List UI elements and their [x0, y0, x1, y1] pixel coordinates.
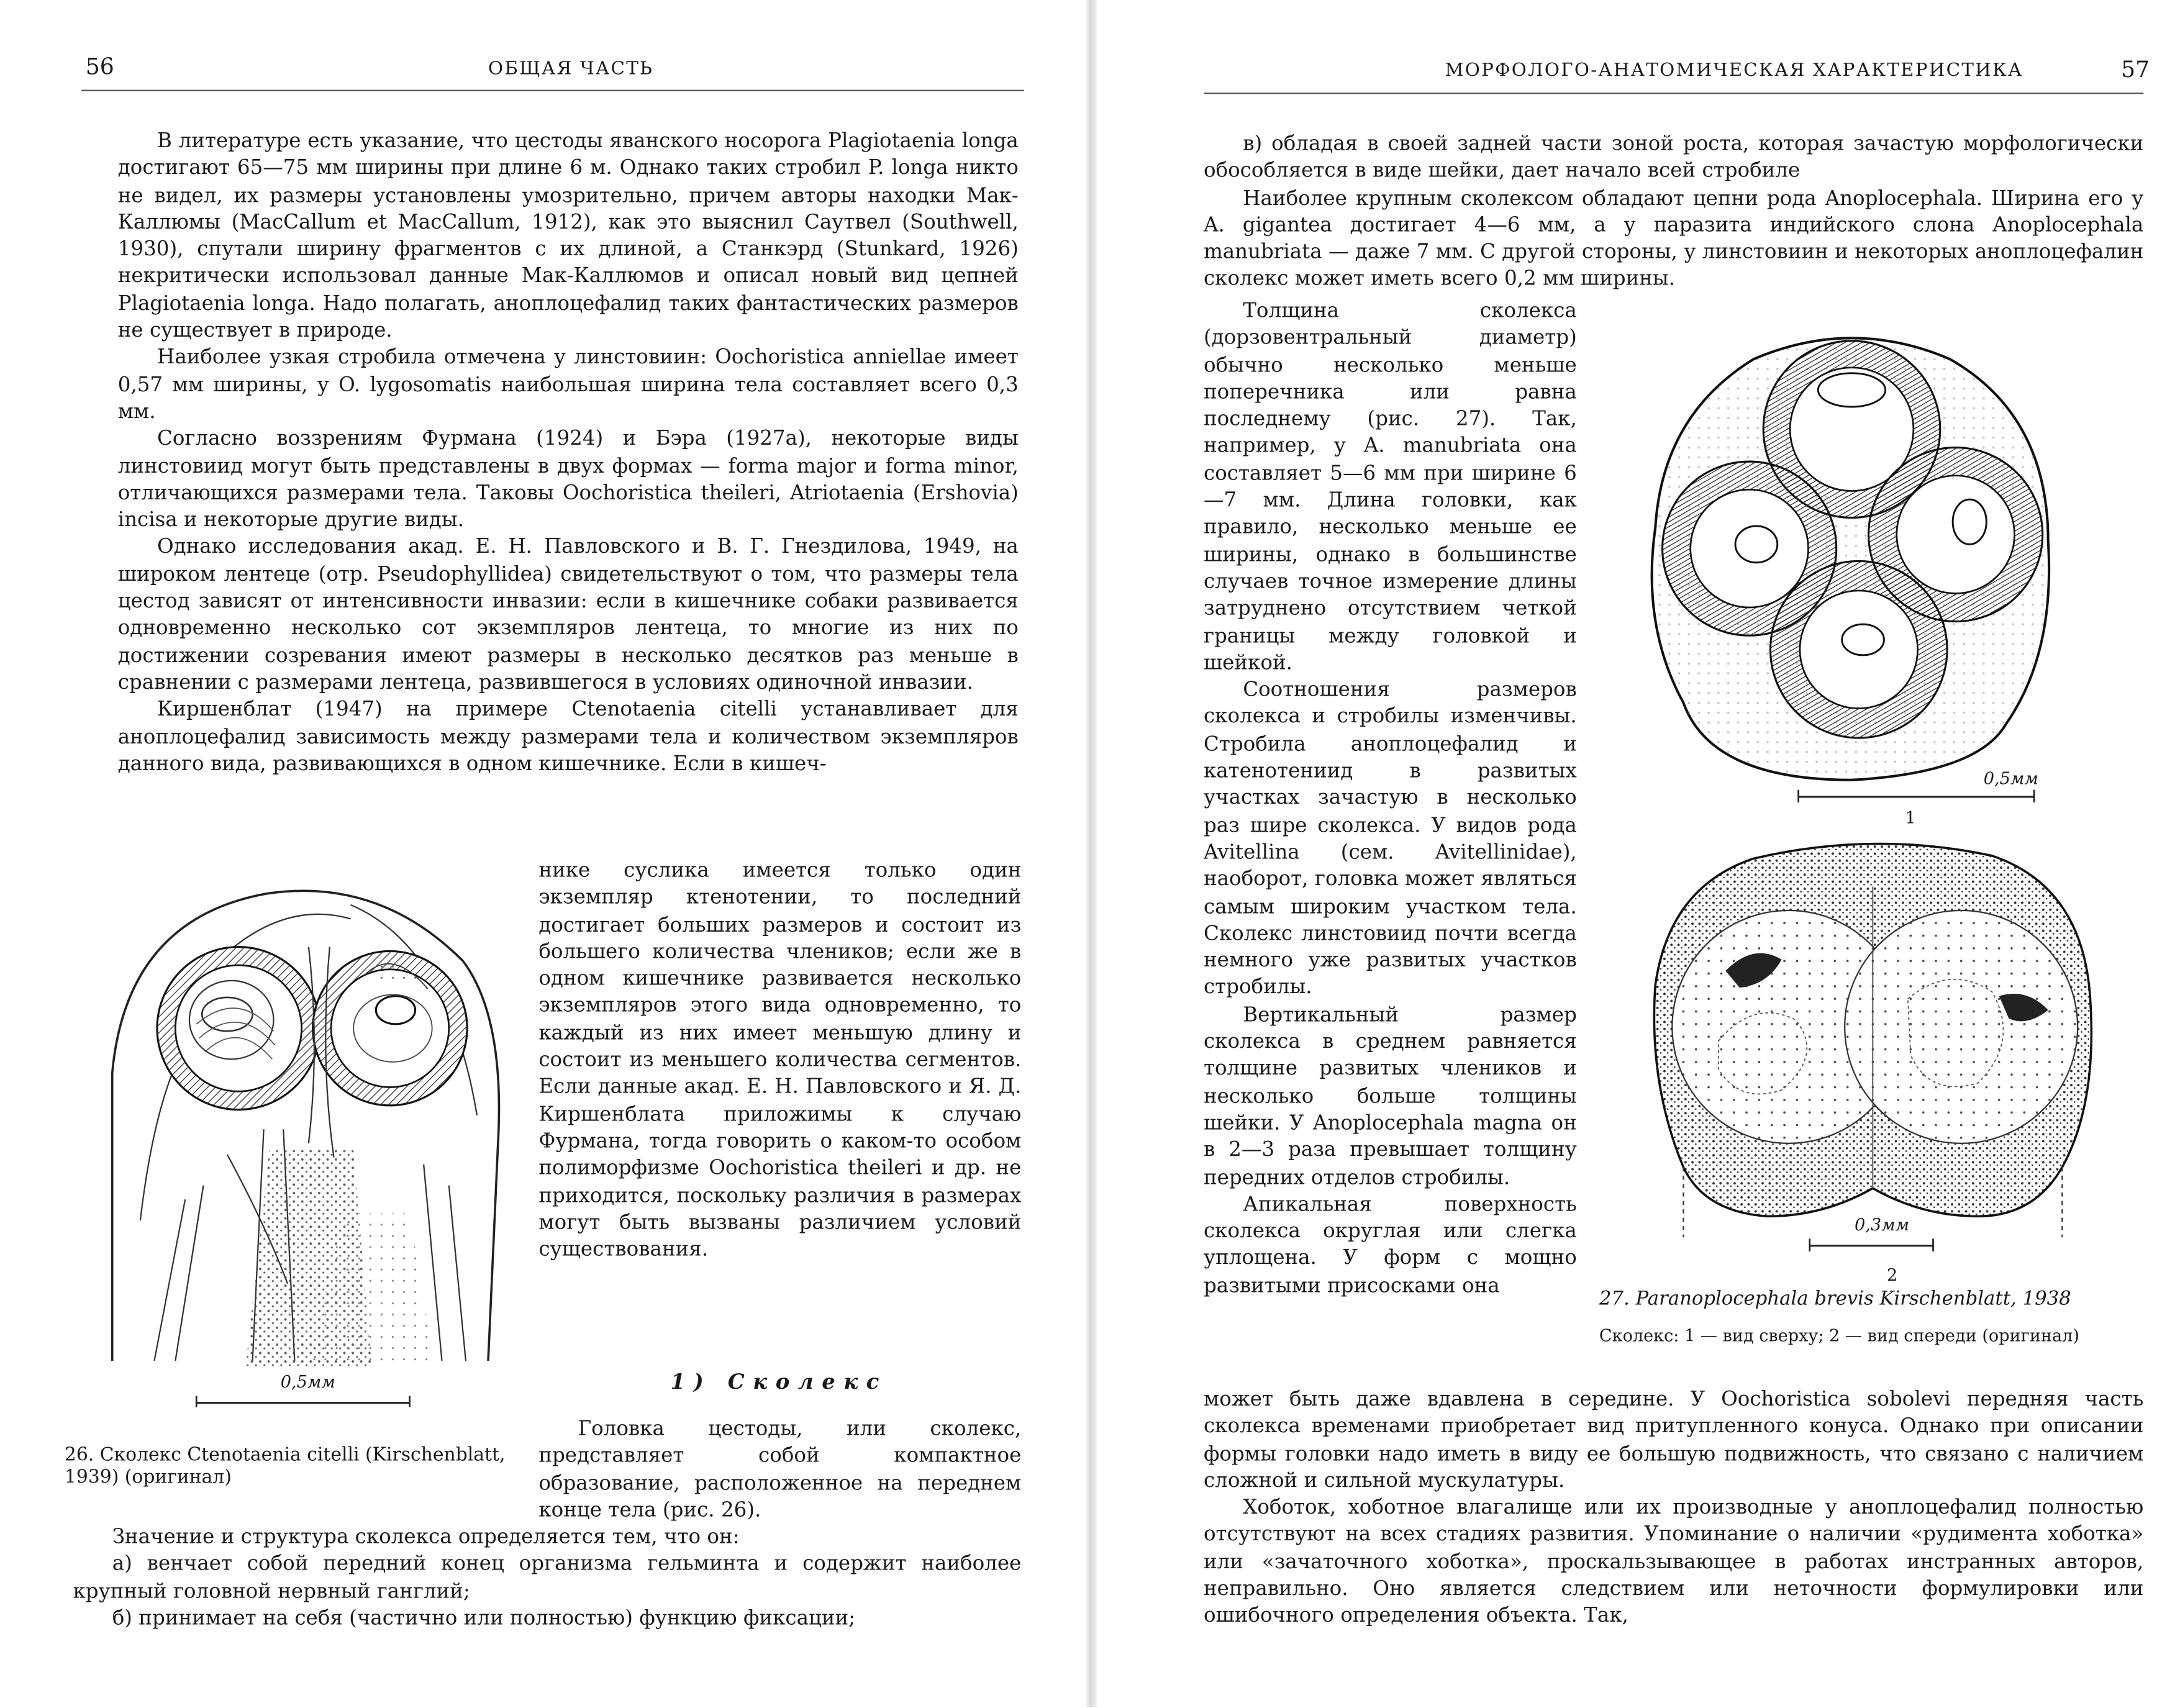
paragraph: Вертикальный размер сколекса в среднем равняется толщине развитых члеников и несколько больше толщины шейки. У Anoplocephala magna он в 2—3 раза превышает толщину передних отделов стробилы.: [1203, 1004, 1577, 1189]
figure-27-label-1: 1: [1905, 808, 1916, 828]
paragraph: Головка цестоды, или сколекс, представляет собой компактное образование, расположенное на переднем конце тела (рис. 26).: [538, 1418, 1022, 1522]
page-number-left: 56: [85, 53, 114, 80]
paragraph: Соотношения размеров сколекса и стробилы изменчивы. Стробила аноплоцефалид и катенотениид в развитых участках зачастую в несколько раз шире сколекса. У видов рода Avitellina (сем. Avitellinidae), наоборот, головка может являться самым широким участком тела. Сколекс линстовиид почти всегда немного уже развитых участков стробилы.: [1203, 679, 1577, 1000]
figure-27-front-view-drawing: [1642, 830, 2104, 1246]
paragraph: Однако исследования акад. Е. Н. Павловского и В. Г. Гнездилова, 1949, на широком лентеце (отр. Pseudophyllidea) свидетельствуют о том, что размеры тела цестод зависят от интенсивности инвазии: если в кишечнике собаки развивается одновременно несколько сот экземпляров лентеца, то многие из них по достижении созревания имеют размеры в несколько десятков раз меньше в сравнении с размерами лентеца, развившегося в условиях одиночной инвазии.: [117, 536, 1019, 694]
left-text-bottom: [73, 1525, 1021, 1633]
right-text-left-of-figure: [1204, 299, 1577, 1301]
figure-27-scale-bar-2: [1807, 1235, 1947, 1255]
figure-27-scale-label-1: 0,5мм: [1983, 768, 2038, 789]
paragraph: Согласно воззрениям Фурмана (1924) и Бэра (1927а), некоторые виды линстовиид могут быть представлены в двух формах — forma major и forma minor, отличающихся размерами тела. Таковы Oochoristica theileri, Atriotaenia (Ershovia) incisa и некоторые другие виды.: [117, 428, 1019, 532]
left-text-scolex: [538, 1417, 1021, 1525]
figure-26-caption: 26. Сколекс Ctenotaenia citelli (Kirschenblatt, 1939) (оригинал): [64, 1445, 506, 1489]
paragraph: Апикальная поверхность сколекса округлая или слегка уплощена. У форм с мощно развитыми присосками она: [1203, 1193, 1577, 1297]
paragraph: может быть даже вдавлена в середине. У Oochoristica sobolevi передняя часть сколекса временами приобретает вид притупленного конуса. Однако при описании формы головки надо иметь в виду ее большую подвижность, что связано с наличием сложной и сильной мускулатуры.: [1203, 1389, 2144, 1493]
paragraph: В литературе есть указание, что цестоды яванского носорога Plagiotaenia longa достигают 65—75 мм ширины при длине 6 м. Однако таких стробил P. longa никто не видел, их размеры установлены умозрительно, причем авторы находки Мак-Каллюмы (MacCallum et MacCallum, 1912), как это выяснил Саутвел (Southwell, 1930), спутали ширину фрагментов с их длиной, а Станкэрд (Stunkard, 1926) некритически использовал данные Мак-Каллюмов и описал новый вид цепней Plagiotaenia longa. Надо полагать, аноплоцефалид таких фантастических размеров не существует в природе.: [117, 130, 1019, 343]
header-rule-left: [81, 90, 1024, 91]
running-head-right: МОРФОЛОГО-АНАТОМИЧЕСКАЯ ХАРАКТЕРИСТИКА: [1445, 60, 2023, 82]
paragraph: б) принимает на себя (частично или полностью) функцию фиксации;: [112, 1607, 856, 1630]
paragraph: Толщина сколекса (дорзовентральный диаметр) обычно несколько меньше поперечника или равна последнему (рис. 27). Так, например, у A. manubriata она составляет 5—6 мм при ширине 6—7 мм. Длина головки, как правило, несколько меньше ее ширины, однако в большинстве случаев точное измерение длины затруднено отсутствием четкой границы между головкой и шейкой.: [1203, 300, 1577, 675]
figure-27-top-view-drawing: [1627, 317, 2076, 801]
paragraph: Наиболее узкая стробила отмечена у линстовиин: Oochoristica anniellae имеет 0,57 мм ширины, у O. lygosomatis наибольшая ширина тела составляет всего 0,3 мм.: [117, 347, 1019, 424]
figure-27-scale-label-2: 0,3мм: [1855, 1215, 1910, 1235]
paragraph: Наиболее крупным сколексом обладают цепни рода Anoplocephala. Ширина его у A. gigantea достигает 4—6 мм, а у паразита индийского слона Anoplocephala manubriata — даже 7 мм. С другой стороны, у линстовиин и некоторых аноплоцефалин сколекс может иметь всего 0,2 мм ширины.: [1203, 187, 2144, 291]
figure-27-caption-title: 27. Paranoplocephala brevis Kirschenblatt, 1938: [1599, 1288, 2071, 1311]
paragraph: нике суслика имеется только один экземпляр ктенотении, то последний достигает больших размеров и состоит из большего количества члеников; если же в одном кишечнике развивается несколько экземпляров этого вида одновременно, то каждый из них имеет меньшую длину и состоит из меньшего количества сегментов. Если данные акад. Е. Н. Павловского и Я. Д. Киршенблата приложимы к случаю Фурмана, тогда говорить о каком-то особом полиморфизме Oochoristica theileri и др. не приходится, поскольку различия в размерах могут быть вызваны различием условий существования.: [538, 860, 1022, 1261]
section-heading-scolex: 1) Сколекс: [670, 1369, 888, 1395]
left-text-top: [118, 129, 1019, 779]
paragraph: Хоботок, хоботное влагалище или их производные у аноплоцефалид полностью отсутствуют на всех стадиях развития. Упоминание о наличии «рудимента хоботка» или «зачаточного хоботка», проскальзывающее в работах инстранных авторов, неправильно. Оно является следствием или неточности формулировки или ошибочного определения объекта. Так,: [1203, 1497, 2144, 1628]
figure-26-scolex-drawing: [98, 863, 519, 1371]
right-text-top: [1204, 132, 2143, 294]
figure-27-caption-text: Сколекс: 1 — вид сверху; 2 — вид спереди (оригинал): [1599, 1325, 2079, 1346]
paragraph: в) обладая в своей задней части зоной роста, которая зачастую морфологически обособляется в виде шейки, дает начало всей стробиле: [1203, 133, 2144, 183]
right-text-bottom: [1204, 1388, 2143, 1631]
figure-27-label-2: 2: [1886, 1265, 1898, 1285]
header-rule-right: [1204, 93, 2143, 94]
book-spine: [1086, 0, 1097, 1707]
left-text-right-of-figure: [538, 858, 1021, 1265]
running-head-left: ОБЩАЯ ЧАСТЬ: [488, 58, 654, 80]
paragraph: Киршенблат (1947) на примере Ctenotaenia citelli устанавливает для аноплоцефалид зависимость между размерами тела и количеством экземпляров данного вида, развивающихся в одном кишечнике. Если в кишеч-: [117, 699, 1019, 776]
figure-26-scale-label: 0,5мм: [280, 1372, 335, 1392]
paragraph: а) венчает собой передний конец организма гельминта и содержит наиболее крупный головной нервный ганглий;: [73, 1553, 1022, 1603]
figure-27-scale-bar-1: [1796, 786, 2048, 806]
page-number-right: 57: [2121, 56, 2150, 83]
paragraph: Значение и структура сколекса определяется тем, что он:: [112, 1526, 740, 1549]
figure-26-scale-bar: [194, 1392, 418, 1409]
